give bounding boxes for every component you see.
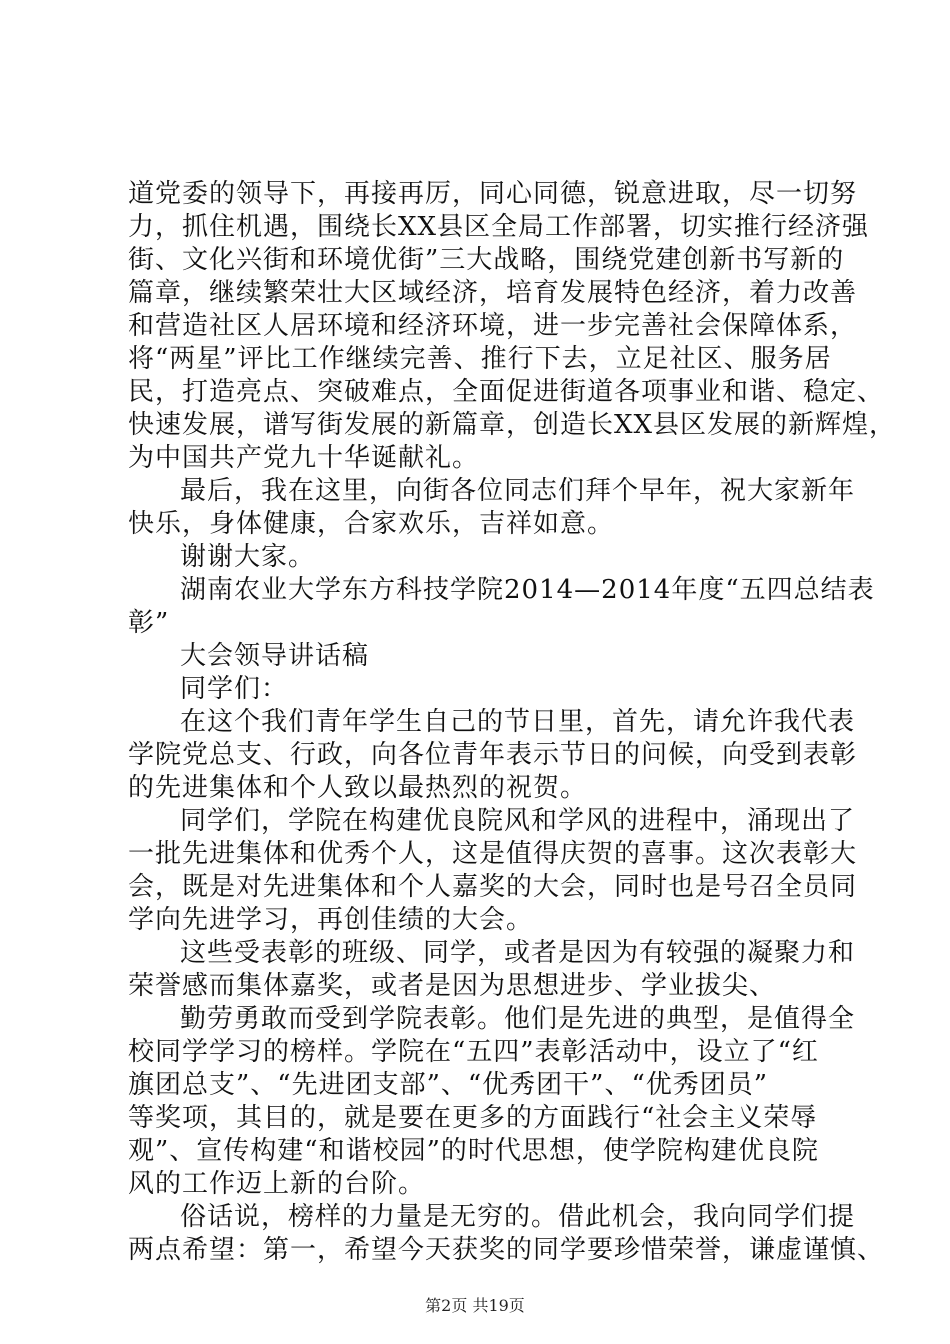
text-line: 荣誉感而集体嘉奖，或者是因为思想进步、学业拔尖、 — [128, 971, 777, 1001]
text-line: 彰” — [128, 608, 170, 638]
text-line: 湖南农业大学东方科技学院2014—2014年度“五四总结表 — [180, 575, 875, 605]
text-line: 校同学学习的榜样。学院在“五四”表彰活动中，设立了“红 — [128, 1037, 819, 1067]
text-line: 和营造社区人居环境和经济环境，进一步完善社会保障体系， — [128, 311, 858, 341]
text-line: 等奖项，其目的，就是要在更多的方面践行“社会主义荣辱 — [128, 1103, 818, 1133]
text-line: 将“两星”评比工作继续完善、推行下去，立足社区、服务居 — [128, 344, 832, 374]
text-line: 力，抓住机遇，围绕长XX县区全局工作部署，切实推行经济强 — [128, 212, 870, 242]
text-line: 大会领导讲话稿 — [180, 641, 370, 671]
text-line: 快乐，身体健康，合家欢乐，吉祥如意。 — [128, 509, 615, 539]
text-line: 篇章，继续繁荣壮大区域经济，培育发展特色经济，着力改善 — [128, 278, 858, 308]
text-line: 民，打造亮点、突破难点，全面促进街道各项事业和谐、稳定、 — [128, 377, 885, 407]
text-line: 为中国共产党九十华诞献礼。 — [128, 443, 480, 473]
text-line: 最后，我在这里，向街各位同志们拜个早年，祝大家新年 — [180, 476, 856, 506]
text-line: 风的工作迈上新的台阶。 — [128, 1169, 426, 1199]
text-line: 观”、宣传构建“和谐校园”的时代思想，使学院构建优良院 — [128, 1136, 819, 1166]
text-line: 快速发展，谱写街发展的新篇章，创造长XX县区发展的新辉煌， — [128, 410, 897, 440]
text-line: 学向先进学习，再创佳绩的大会。 — [128, 905, 534, 935]
text-line: 学院党总支、行政，向各位青年表示节日的问候，向受到表彰 — [128, 740, 858, 770]
text-line: 街、文化兴街和环境优街”三大战略，围绕党建创新书写新的 — [128, 245, 845, 275]
text-line: 一批先进集体和优秀个人，这是值得庆贺的喜事。这次表彰大 — [128, 839, 858, 869]
text-line: 道党委的领导下，再接再厉，同心同德，锐意进取，尽一切努 — [128, 179, 858, 209]
text-line: 俗话说，榜样的力量是无穷的。借此机会，我向同学们提 — [180, 1202, 856, 1232]
text-line: 勤劳勇敢而受到学院表彰。他们是先进的典型，是值得全 — [180, 1004, 856, 1034]
text-line: 同学们： — [180, 674, 289, 704]
text-line: 在这个我们青年学生自己的节日里，首先，请允许我代表 — [180, 707, 856, 737]
text-line: 这些受表彰的班级、同学，或者是因为有较强的凝聚力和 — [180, 938, 856, 968]
text-line: 的先进集体和个人致以最热烈的祝贺。 — [128, 773, 588, 803]
text-line: 同学们，学院在构建优良院风和学风的进程中，涌现出了 — [180, 806, 856, 836]
text-line: 会，既是对先进集体和个人嘉奖的大会，同时也是号召全员同 — [128, 872, 858, 902]
page-footer: 第2页 共19页 — [425, 1296, 525, 1315]
text-line: 两点希望：第一，希望今天获奖的同学要珍惜荣誉，谦虚谨慎、 — [128, 1235, 885, 1265]
text-line: 谢谢大家。 — [180, 542, 316, 572]
text-line: 旗团总支”、“先进团支部”、“优秀团干”、“优秀团员” — [128, 1070, 769, 1100]
